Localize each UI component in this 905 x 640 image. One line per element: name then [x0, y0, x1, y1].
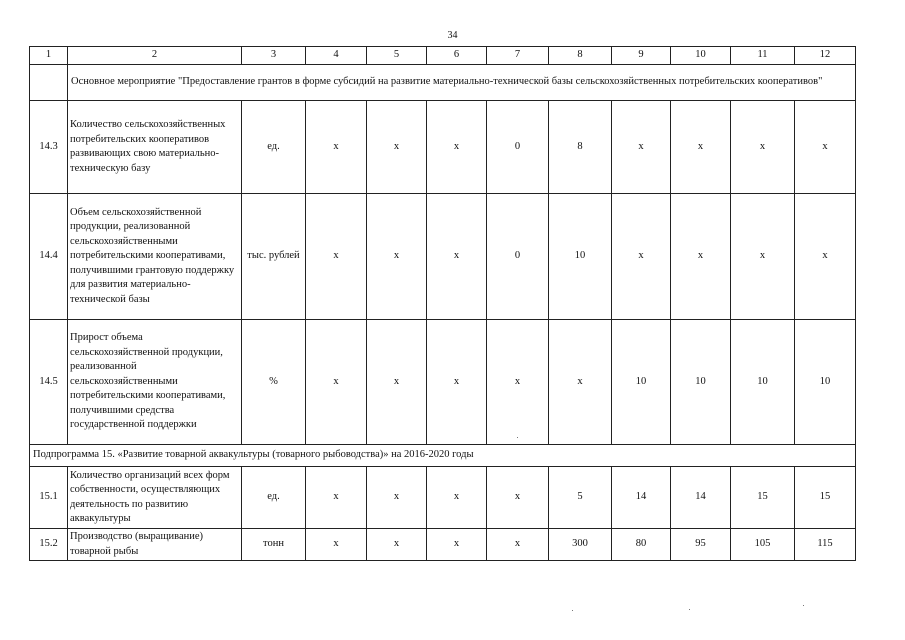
column-header: 2 [68, 47, 242, 65]
scan-speck [572, 610, 573, 611]
value-cell: x [306, 529, 367, 561]
value-cell: 300 [549, 529, 612, 561]
unit-cell: тонн [242, 529, 306, 561]
scan-speck [517, 437, 518, 438]
unit-cell: % [242, 320, 306, 445]
table-row [30, 320, 856, 445]
section-num-cell [30, 65, 68, 101]
value-cell: x [549, 320, 612, 445]
column-number-row [30, 47, 856, 65]
column-header: 9 [612, 47, 671, 65]
value-cell: 10 [731, 320, 795, 445]
value-cell: x [612, 101, 671, 194]
column-header: 12 [795, 47, 856, 65]
subprogram-title-row [30, 445, 856, 467]
value-cell: x [487, 529, 549, 561]
column-header: 11 [731, 47, 795, 65]
unit-cell: ед. [242, 101, 306, 194]
value-cell: 0 [487, 194, 549, 320]
value-cell: 10 [549, 194, 612, 320]
scan-speck [803, 605, 804, 606]
value-cell: x [427, 194, 487, 320]
row-number: 14.4 [30, 194, 68, 320]
column-header: 6 [427, 47, 487, 65]
value-cell: 14 [671, 467, 731, 529]
value-cell: x [795, 101, 856, 194]
value-cell: x [671, 101, 731, 194]
column-header: 5 [367, 47, 427, 65]
value-cell: x [367, 529, 427, 561]
value-cell: x [306, 194, 367, 320]
column-header: 10 [671, 47, 731, 65]
table-row [30, 529, 856, 561]
value-cell: 8 [549, 101, 612, 194]
indicator-name: Производство (выращивание) товарной рыбы [68, 529, 242, 561]
column-header: 4 [306, 47, 367, 65]
table-row [30, 194, 856, 320]
value-cell: 105 [731, 529, 795, 561]
row-number: 15.1 [30, 467, 68, 529]
indicator-name: Количество сельскохозяйственных потребительских кооперативов развивающих свою материально-техническую базу [68, 101, 242, 194]
value-cell: x [731, 101, 795, 194]
value-cell: 80 [612, 529, 671, 561]
indicators-table [29, 46, 856, 561]
value-cell: x [612, 194, 671, 320]
value-cell: 5 [549, 467, 612, 529]
page-number: 34 [447, 30, 458, 41]
indicator-name: Прирост объема сельскохозяйственной продукции, реализованной сельскохозяйственными потребительскими кооперативами, получившими средства государственной поддержки [68, 320, 242, 445]
column-header: 1 [30, 47, 68, 65]
value-cell: 10 [795, 320, 856, 445]
value-cell: x [306, 101, 367, 194]
indicator-name: Количество организаций всех форм собственности, осуществляющих деятельность по развитию аквакультуры [68, 467, 242, 529]
table-row [30, 467, 856, 529]
value-cell: 14 [612, 467, 671, 529]
value-cell: x [795, 194, 856, 320]
value-cell: x [367, 194, 427, 320]
value-cell: x [427, 101, 487, 194]
value-cell: x [306, 467, 367, 529]
unit-cell: тыс. рублей [242, 194, 306, 320]
section-title: Основное мероприятие "Предоставление грантов в форме субсидий на развитие материально-технической базы сельскохозяйственных потребительских кооперативов" [68, 65, 856, 101]
value-cell: x [487, 320, 549, 445]
value-cell: 10 [671, 320, 731, 445]
value-cell: x [427, 467, 487, 529]
column-header: 3 [242, 47, 306, 65]
value-cell: 15 [795, 467, 856, 529]
value-cell: x [731, 194, 795, 320]
value-cell: x [427, 320, 487, 445]
table-row [30, 101, 856, 194]
row-number: 14.5 [30, 320, 68, 445]
value-cell: 115 [795, 529, 856, 561]
value-cell: 95 [671, 529, 731, 561]
section-title-row [30, 65, 856, 101]
value-cell: 10 [612, 320, 671, 445]
value-cell: x [367, 101, 427, 194]
value-cell: x [306, 320, 367, 445]
column-header: 8 [549, 47, 612, 65]
column-header: 7 [487, 47, 549, 65]
value-cell: x [427, 529, 487, 561]
value-cell: x [671, 194, 731, 320]
value-cell: 0 [487, 101, 549, 194]
scan-speck [689, 609, 690, 610]
value-cell: x [367, 467, 427, 529]
indicator-name: Объем сельскохозяйственной продукции, реализованной сельскохозяйственными потребительскими кооперативами, получившими грантовую поддержку для развития материально-технической базы [68, 194, 242, 320]
value-cell: x [367, 320, 427, 445]
value-cell: x [487, 467, 549, 529]
value-cell: 15 [731, 467, 795, 529]
unit-cell: ед. [242, 467, 306, 529]
row-number: 15.2 [30, 529, 68, 561]
section-title: Подпрограмма 15. «Развитие товарной аквакультуры (товарного рыбоводства)» на 2016-2020 годы [30, 445, 856, 467]
row-number: 14.3 [30, 101, 68, 194]
